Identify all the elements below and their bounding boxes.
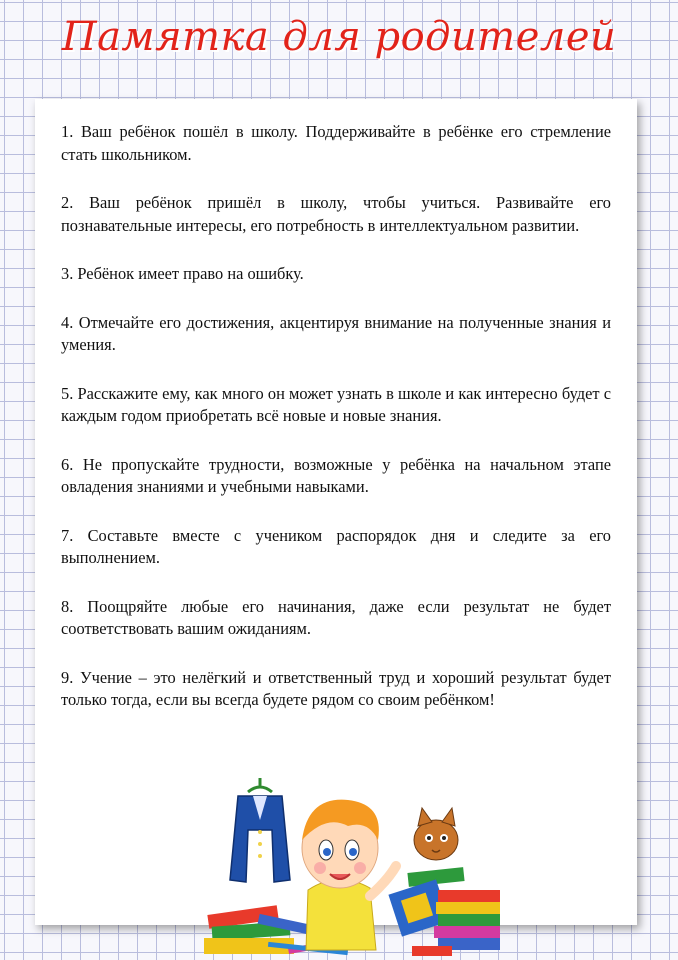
list-item: 4. Отмечайте его достижения, акцентируя внимание на полученные знания и умения. [61, 312, 611, 354]
list-item: 3. Ребёнок имеет право на ошибку. [61, 264, 304, 283]
cat-icon [414, 808, 458, 860]
school-boy-illustration [198, 770, 518, 960]
list-item: 8. Поощряйте любые его начинания, даже если результат не будет соответствовать вашим ожиданиям. [61, 596, 611, 638]
list-item: 1. Ваш ребёнок пошёл в школу. Поддерживайте в ребёнке его стремление стать школьником. [61, 122, 611, 164]
uniform-icon [230, 778, 290, 882]
boy-icon [302, 800, 396, 950]
page-title: Памятка для родителей [61, 14, 617, 60]
list-item: 9. Учение – это нелёгкий и ответственный труд и хороший результат будет только тогда, если вы всегда будете рядом со своим ребёнком! [61, 667, 611, 709]
list-item: 6. Не пропускайте трудности, возможные у ребёнка на начальном этапе овладения знаниями и учебными навыками. [61, 454, 611, 496]
book-stack-icon [388, 867, 500, 956]
list-item: 5. Расскажите ему, как много он может узнать в школе и как интересно будет с каждым годом приобретать всё новые и новые знания. [61, 383, 611, 425]
list-item: 2. Ваш ребёнок пришёл в школу, чтобы учиться. Развивайте его познавательные интересы, его потребность в интеллектуальном развитии. [61, 193, 611, 235]
list-item: 7. Составьте вместе с учеником распорядок дня и следите за его выполнением. [61, 525, 611, 567]
